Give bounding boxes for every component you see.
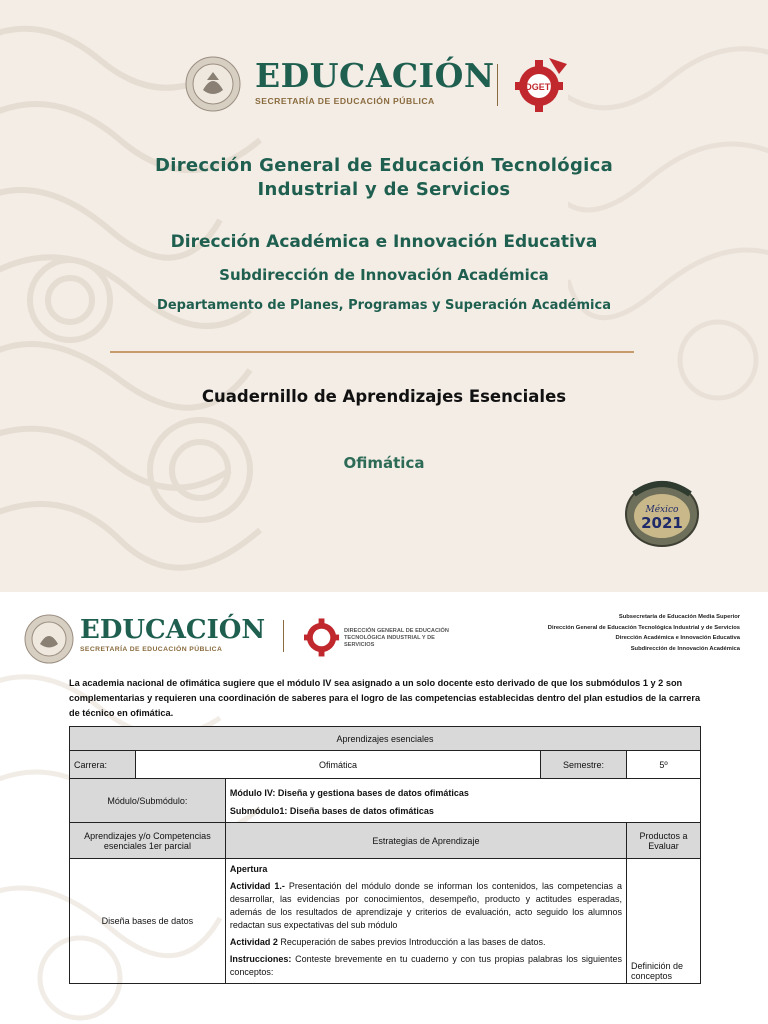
mexico-2021-badge-icon [624,476,700,548]
col-header-learning: Aprendizajes y/o Competencias esenciales 1er parcial [70,823,226,859]
dgeti-badge-text: DGETI [525,82,553,92]
table-row [70,859,701,984]
cover-subdirection: Subdirección de Innovación Académica [219,266,549,284]
apertura-label: Apertura [229,864,268,874]
brand-name: EDUCACIÓN [80,615,266,645]
activity-2-text: Recuperación de sabes previos Introducción a las bases de datos. [277,937,546,947]
table-row [70,779,701,823]
dgeti-name [344,628,464,649]
intro-paragraph: La academia nacional de ofimática sugiere que el módulo IV sea asignado a un solo docente esto derivado de que los submódulos 1 y 2 son complementarias y requieren una coordinación de saberes para el logro de las competencias establecidas dentro del plan estudios de la carrera de técnico en ofimática. [69,678,701,718]
brand-subtitle: SECRETARÍA DE EDUCACIÓN PÚBLICA [255,96,435,106]
cover-title-line1: Dirección General de Educación Tecnológica [154,155,614,176]
instructions [230,953,622,979]
brand-subtitle: SECRETARÍA DE EDUCACIÓN PÚBLICA [80,646,223,653]
activity-1-text: Presentación del módulo donde se informan los contenidos, las competencias a desarrollar, las evidencias por conocimientos, desempeño, producto y actitudes esperadas, además de los resultados de aprendizaje y criterios de evaluación, acto seguido los alumnos redactan sus expectativas del sub módulo [229,881,623,930]
semestre-label: Semestre: [541,751,627,779]
carrera-label: Carrera: [70,751,136,779]
logo-divider [283,620,284,652]
modulo-label: Módulo/Submódulo: [70,779,226,823]
col-header-products: Productos a Evaluar [627,823,701,859]
logo-divider [497,64,498,106]
table-row [70,751,701,779]
cover-direction: Dirección Académica e Innovación Educativa [170,232,598,252]
submodulo-value: Submódulo1: Diseña bases de datos ofimáticas [229,805,434,816]
activity-2-label: Actividad 2 [229,937,278,947]
cover-title-line2: Industrial y de Servicios [257,179,511,200]
strategies-cell [225,859,626,984]
instructions-label: Instrucciones: [229,954,292,964]
cover-title [0,154,768,202]
national-seal-icon [24,614,74,664]
subject-title: Ofimática [343,454,425,472]
sep-brand [80,616,265,653]
activity-2 [230,936,622,949]
table-header-row [70,823,701,859]
header-line: Subsecretaría de Educación Media Superior [618,614,740,620]
header-line: Subdirección de Innovación Académica [630,645,740,652]
dgeti-name-line2: TECNOLÓGICA INDUSTRIAL Y DE SERVICIOS [344,635,435,648]
essential-learning-table [69,726,701,984]
activity-1 [230,880,622,932]
mexico-badge-text: México [645,505,679,515]
mexico-badge-year: 2021 [641,514,683,532]
cover-department: Departamento de Planes, Programas y Superación Académica [157,298,611,313]
gold-divider [110,351,634,353]
carrera-value: Ofimática [135,751,540,779]
header-line: Dirección General de Educación Tecnológica Industrial y de Servicios [547,624,740,631]
booklet-title: Cuadernillo de Aprendizajes Esenciales [201,387,567,406]
modulo-value: Módulo IV: Diseña y gestiona bases de datos ofimáticas [229,787,469,798]
content-page [0,598,768,1024]
col-header-strategies: Estrategias de Aprendizaje [225,823,626,859]
header-line: Dirección Académica e Innovación Educativa [615,635,740,641]
national-seal-icon [185,56,241,112]
activity-1-label: Actividad 1.- [229,881,285,891]
semestre-value: 5º [627,751,701,779]
learning-cell: Diseña bases de datos [70,859,226,984]
modulo-cell [225,779,700,823]
dgeti-name-line1: DIRECCIÓN GENERAL DE EDUCACIÓN [344,628,449,634]
sep-brand [255,58,495,106]
header-institution-list [548,612,740,654]
brand-name: EDUCACIÓN [255,56,495,95]
instructions-text: Conteste brevemente en tu cuaderno y con tus propias palabras los siguientes conceptos: [229,954,623,977]
product-cell: Definición de conceptos [627,859,701,984]
dgeti-gear-logo-icon [515,56,567,112]
cover-logo-row [185,56,585,116]
table-title: Aprendizajes esenciales [70,727,701,751]
table-title-row [70,727,701,751]
dgeti-gear-logo-icon [304,614,342,658]
